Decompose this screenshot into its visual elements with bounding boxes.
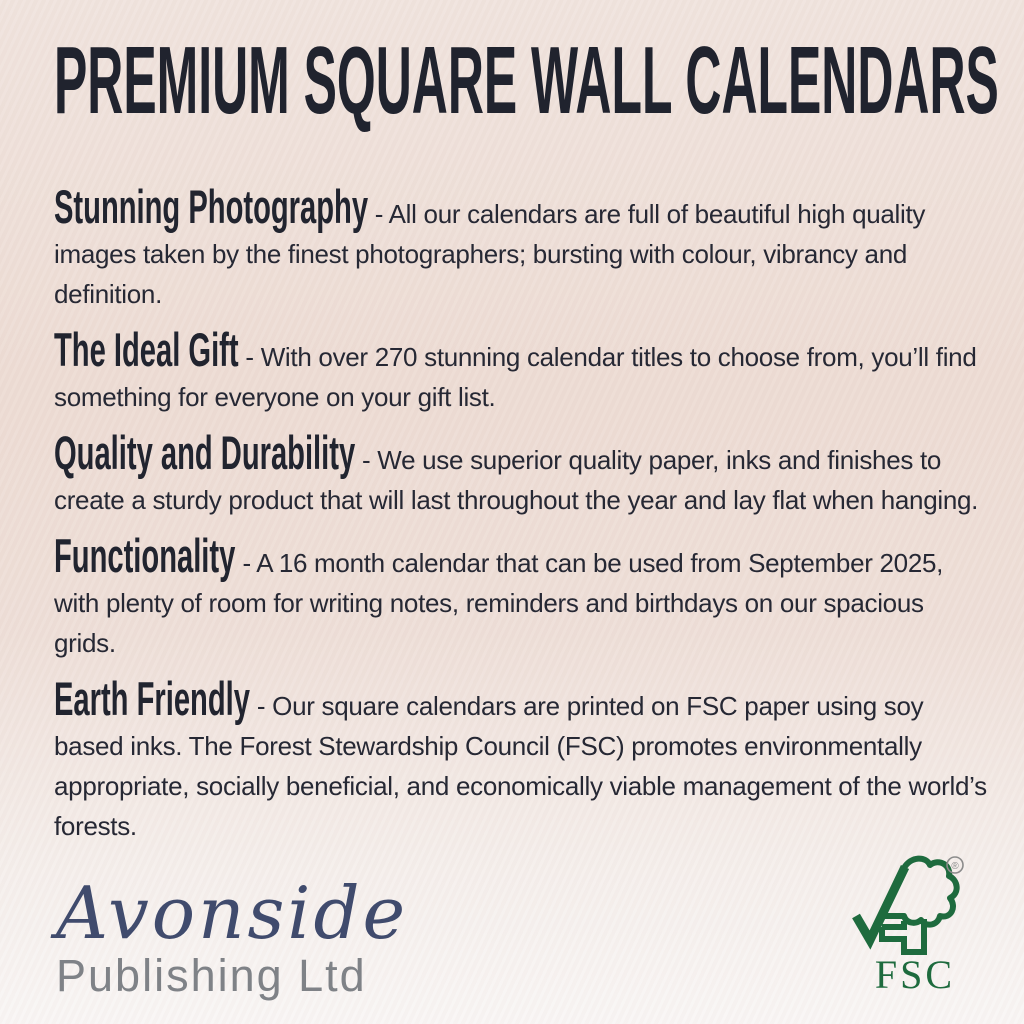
section-earth-friendly	[54, 672, 990, 846]
section-quality-durability	[54, 426, 990, 520]
publisher-subtitle: Publishing Ltd	[56, 950, 367, 1001]
section-body: - A 16 month calendar that can be used from September 2025, with plenty of room for writing notes, reminders and birthdays on our spacious grids.	[54, 548, 944, 658]
section-heading: The Ideal Gift	[54, 323, 239, 376]
section-ideal-gift	[54, 323, 990, 417]
section-heading: Earth Friendly	[54, 672, 250, 725]
avonside-publishing-logo	[56, 871, 409, 1002]
section-functionality	[54, 529, 990, 663]
section-heading: Stunning Photography	[54, 180, 369, 233]
section-body: - We use superior quality paper, inks and finishes to create a sturdy product that will last throughout the year and lay flat when hanging.	[54, 445, 979, 515]
page-title-text: PREMIUM SQUARE WALL CALENDARS	[54, 27, 999, 134]
publisher-name: Avonside	[56, 871, 409, 955]
fsc-wordmark: FSC	[874, 952, 956, 997]
section-heading: Quality and Durability	[54, 426, 356, 479]
footer	[56, 852, 994, 1002]
section-body: - With over 270 stunning calendar titles to choose from, you’ll find something for everyone on your gift list.	[54, 342, 977, 412]
section-body: - Our square calendars are printed on FSC paper using soy based inks. The Forest Stewardship Council (FSC) promotes environmentally appropriate, socially beneficial, and economically viable management of the world’s forests.	[54, 691, 987, 841]
main-content	[54, 27, 999, 862]
section-stunning-photography	[54, 180, 990, 314]
registered-mark: ®	[951, 861, 959, 872]
fsc-tree-checkmark-icon	[842, 852, 994, 1002]
section-body: - All our calendars are full of beautiful high quality images taken by the finest photographers; bursting with colour, vibrancy and definition.	[54, 199, 926, 309]
section-heading: Functionality	[54, 529, 236, 582]
page-title	[54, 27, 999, 143]
